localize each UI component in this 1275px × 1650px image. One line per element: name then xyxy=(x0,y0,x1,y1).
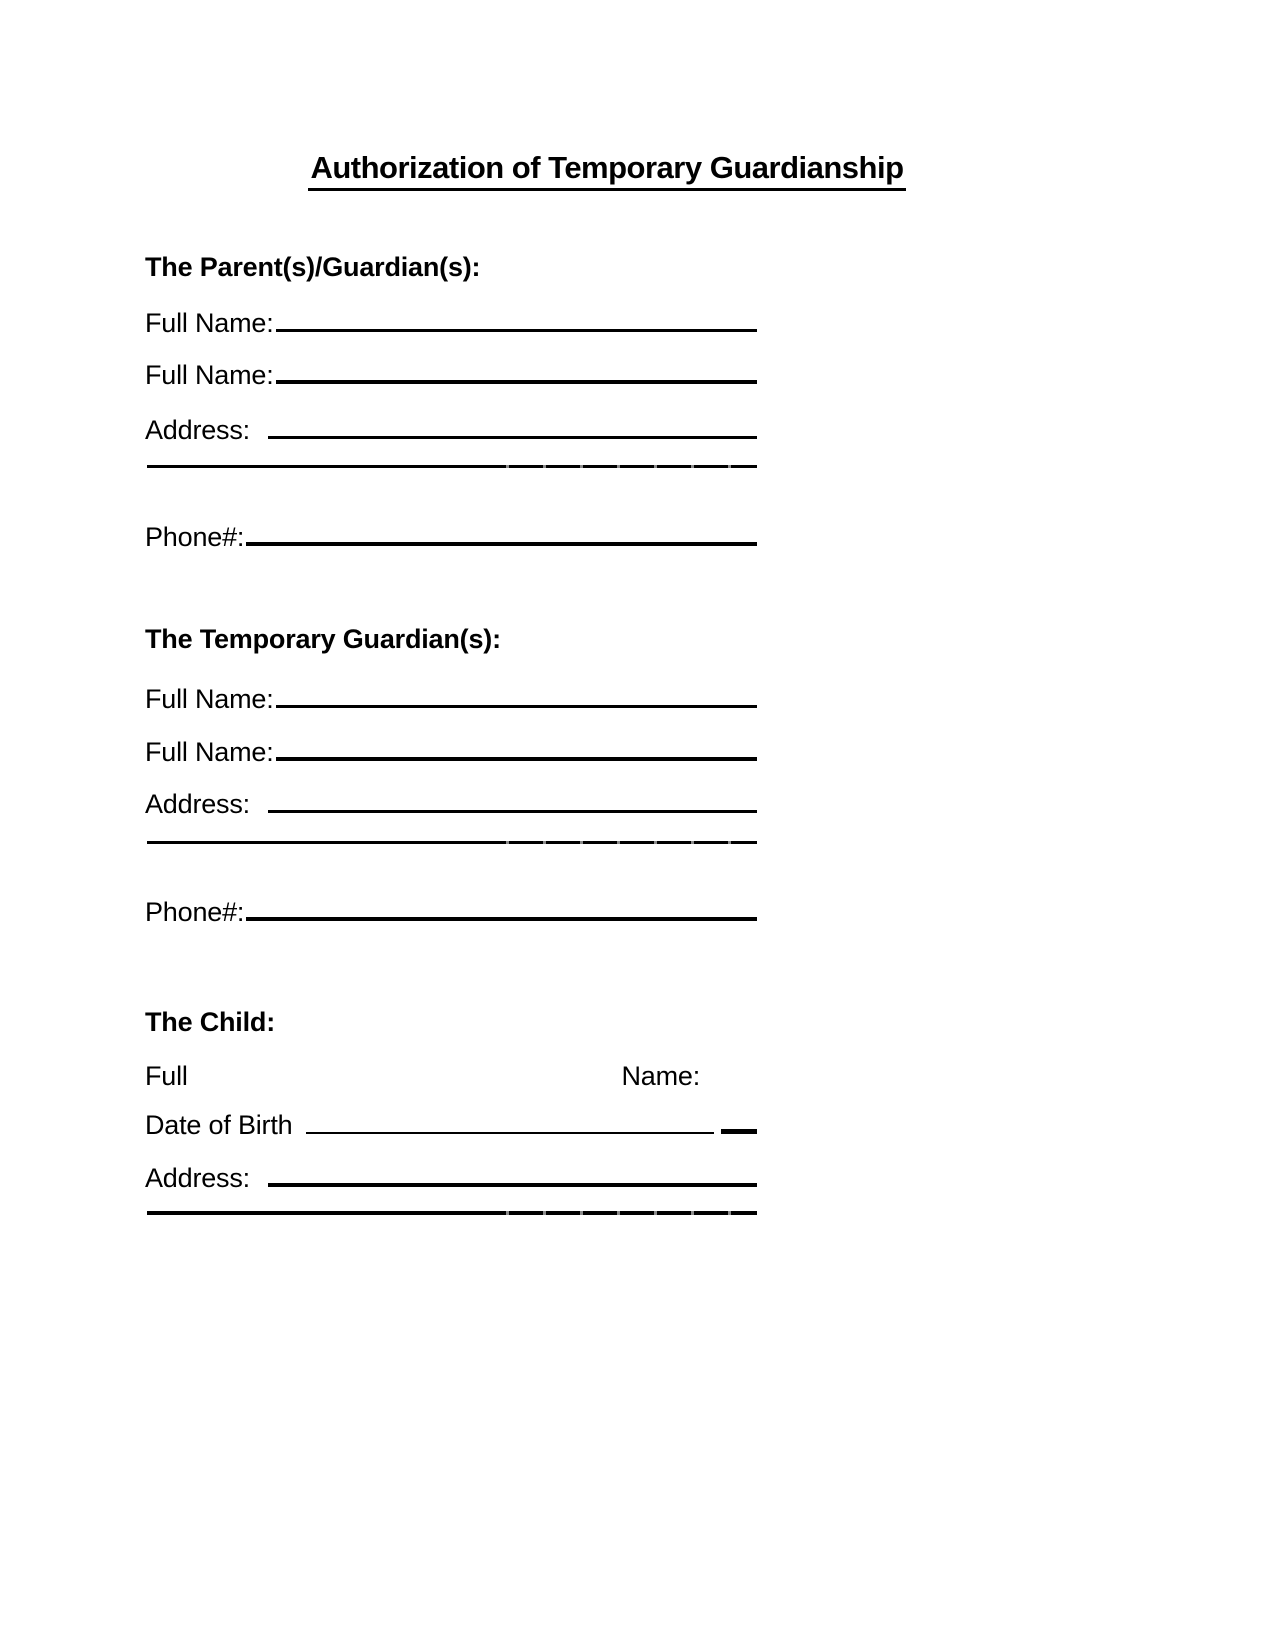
child-full-name-label-part1: Full xyxy=(145,1061,188,1091)
child-full-name-label-part2: Name: xyxy=(621,1061,700,1091)
parent-full-name-2-row xyxy=(145,358,757,392)
guardian-phone-label: Phone#: xyxy=(145,897,245,927)
parent-phone-label: Phone#: xyxy=(145,522,245,552)
parent-address-continuation-line xyxy=(147,465,757,468)
child-address-label: Address: xyxy=(145,1163,250,1193)
parent-full-name-1-line xyxy=(276,329,757,332)
guardian-full-name-2-label: Full Name: xyxy=(145,737,274,767)
parent-address-row xyxy=(145,413,757,447)
child-dob-line xyxy=(306,1132,714,1134)
guardian-address-label: Address: xyxy=(145,789,250,819)
guardian-address-line xyxy=(268,810,757,813)
guardian-full-name-1-line xyxy=(276,705,757,708)
parent-full-name-2-label: Full Name: xyxy=(145,360,274,390)
title-wrap xyxy=(145,150,1069,191)
parent-phone-row xyxy=(145,520,757,554)
guardian-full-name-2-line xyxy=(276,757,757,761)
parent-full-name-1-label: Full Name: xyxy=(145,308,274,338)
form-title: Authorization of Temporary Guardianship xyxy=(308,150,905,191)
guardian-full-name-1-row xyxy=(145,682,757,716)
parent-full-name-2-line xyxy=(276,380,757,384)
section-heading-child: The Child: xyxy=(145,1007,275,1037)
child-address-line xyxy=(268,1183,757,1187)
guardian-full-name-2-row xyxy=(145,735,757,769)
guardian-address-row xyxy=(145,787,757,821)
child-dob-row xyxy=(145,1108,757,1142)
parent-address-line xyxy=(268,436,757,439)
section-heading-parents: The Parent(s)/Guardian(s): xyxy=(145,252,481,282)
guardian-full-name-1-label: Full Name: xyxy=(145,684,274,714)
guardian-phone-line xyxy=(246,917,757,921)
child-address-row xyxy=(145,1161,757,1195)
child-dob-label: Date of Birth xyxy=(145,1110,293,1140)
child-address-continuation-line xyxy=(147,1211,757,1215)
parent-phone-line xyxy=(246,542,757,546)
parent-full-name-1-row xyxy=(145,306,757,340)
section-heading-temporary-guardians: The Temporary Guardian(s): xyxy=(145,624,501,654)
guardian-address-continuation-line xyxy=(147,841,757,844)
child-full-name-row xyxy=(145,1059,757,1093)
child-dob-bold-end-line xyxy=(721,1129,757,1134)
guardian-phone-row xyxy=(145,895,757,929)
parent-address-label: Address: xyxy=(145,415,250,445)
